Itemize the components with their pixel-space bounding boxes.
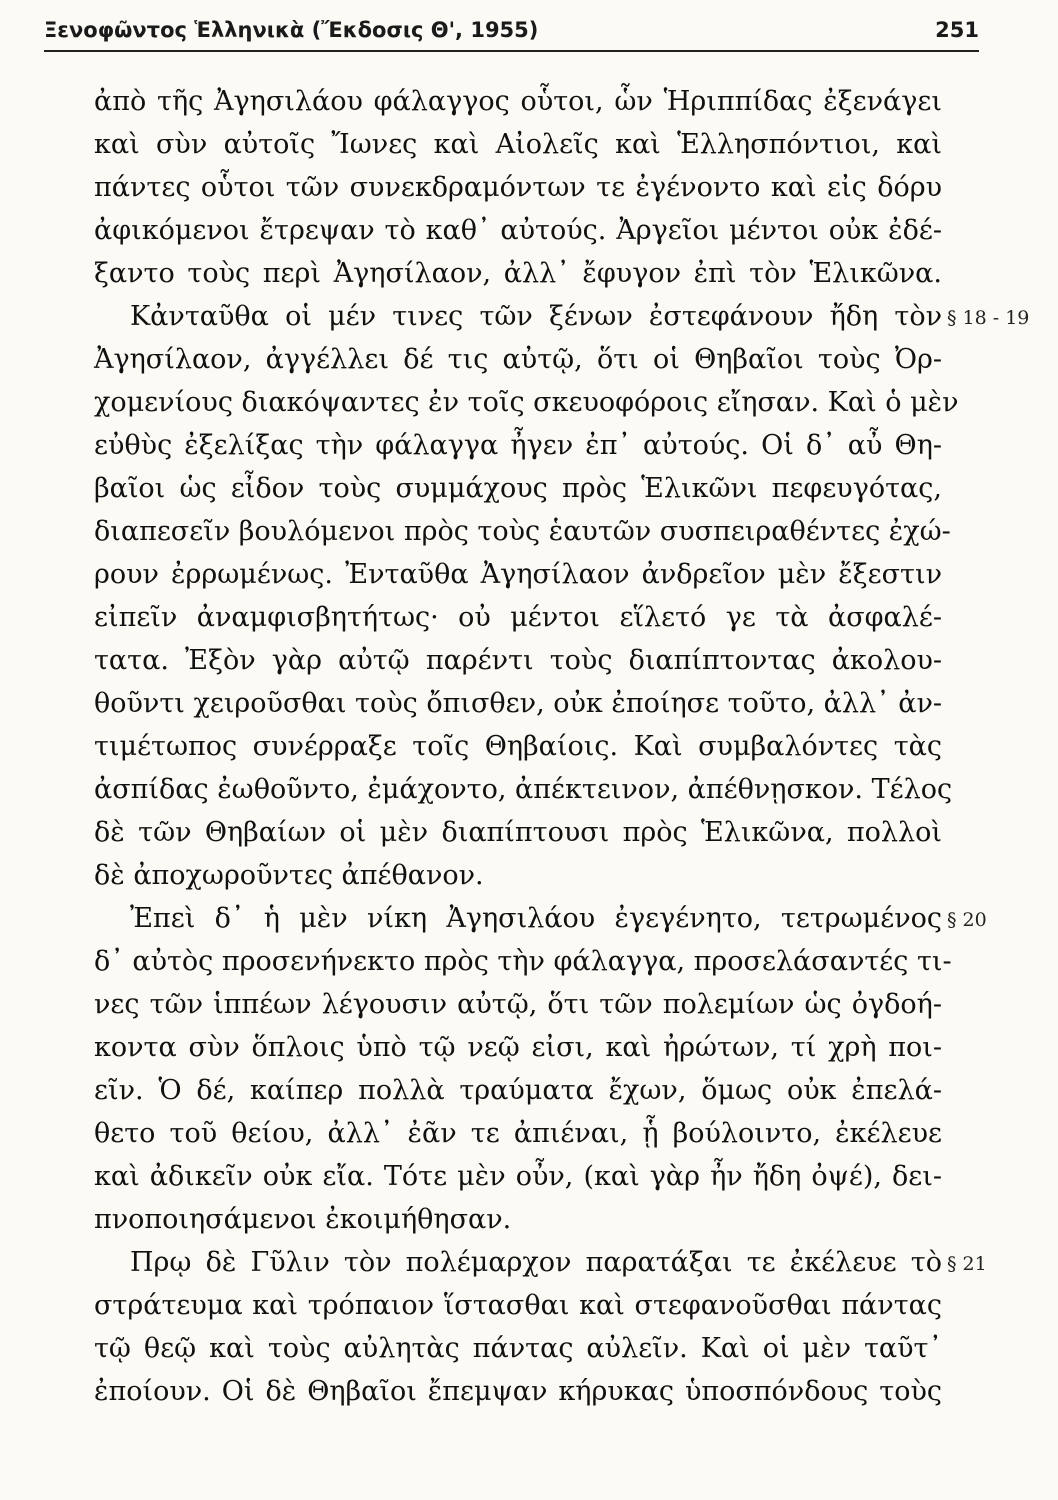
text-line: ἀπὸ τῆς Ἀγησιλάου φάλαγγος οὗτοι, ὧν Ἡριππίδας ἐξενάγει [94, 86, 942, 117]
text-line: ρουν ἐρρωμένως. Ἐνταῦθα Ἀγησίλαον ἀνδρεῖον μὲν ἔξεστιν [94, 559, 942, 590]
text-line: Κἀνταῦθα οἱ μέν τινες τῶν ξένων ἐστεφάνουν ἤδη τὸν [130, 301, 942, 332]
header-rule [44, 50, 979, 52]
text-line: τιμέτωπος συνέρραξε τοῖς Θηβαίοις. Καὶ συμβαλόντες τὰς [94, 731, 942, 762]
text-line: πνοποιησάμενοι ἐκοιμήθησαν. [94, 1204, 512, 1235]
text-line: πάντες οὗτοι τῶν συνεκδραμόντων τε ἐγένοντο καὶ εἰς δόρυ [94, 172, 942, 203]
running-head [44, 14, 979, 48]
text-line: εὐθὺς ἐξελίξας τὴν φάλαγγα ἦγεν ἐπ᾽ αὐτούς. Οἱ δ᾽ αὖ Θη- [94, 430, 942, 461]
text-line: θοῦντι χειροῦσθαι τοὺς ὄπισθεν, οὐκ ἐποίησε τοῦτο, ἀλλ᾽ ἀν- [94, 688, 942, 719]
text-line: θετο τοῦ θείου, ἀλλ᾽ ἐᾶν τε ἀπιέναι, ᾗ βούλοιντο, ἐκέλευε [94, 1118, 942, 1149]
text-line: στράτευμα καὶ τρόπαιον ἵστασθαι καὶ στεφανοῦσθαι πάντας [94, 1290, 942, 1321]
text-line: Ἀγησίλαον, ἀγγέλλει δέ τις αὐτῷ, ὅτι οἱ Θηβαῖοι τοὺς Ὀρ- [94, 344, 942, 375]
text-line: νες τῶν ἱππέων λέγουσιν αὐτῷ, ὅτι τῶν πολεμίων ὡς ὀγδοή- [94, 989, 942, 1020]
text-line: Πρῳ δὲ Γῦλιν τὸν πολέμαρχον παρατάξαι τε ἐκέλευε τὸ [130, 1247, 942, 1278]
text-line: χομενίους διακόψαντες ἐν τοῖς σκευοφόροις εἴησαν. Καὶ ὁ μὲν [94, 387, 959, 418]
text-line: καὶ σὺν αὐτοῖς Ἴωνες καὶ Αἰολεῖς καὶ Ἑλλησπόντιοι, καὶ [94, 129, 942, 160]
text-line: ἐποίουν. Οἱ δὲ Θηβαῖοι ἔπεμψαν κήρυκας ὑποσπόνδους τοὺς [94, 1376, 942, 1407]
text-line: βαῖοι ὡς εἶδον τοὺς συμμάχους πρὸς Ἑλικῶνι πεφευγότας, [94, 473, 942, 504]
text-line: δ᾽ αὐτὸς προσενήνεκτο πρὸς τὴν φάλαγγα, προσελάσαντές τι- [94, 946, 952, 977]
text-line: Ἐπεὶ δ᾽ ἡ μὲν νίκη Ἀγησιλάου ἐγεγένητο, τετρωμένος [130, 903, 942, 934]
text-line: τατα. Ἐξὸν γὰρ αὐτῷ παρέντι τοὺς διαπίπτοντας ἀκολου- [94, 645, 942, 676]
text-line: τῷ θεῷ καὶ τοὺς αὐλητὰς πάντας αὐλεῖν. Καὶ οἱ μὲν ταῦτ᾽ [94, 1333, 942, 1364]
section-marker: § 21 [947, 1253, 987, 1275]
text-line: δὲ τῶν Θηβαίων οἱ μὲν διαπίπτουσι πρὸς Ἑλικῶνα, πολλοὶ [94, 817, 942, 848]
page-number: 251 [935, 18, 979, 42]
text-line: δὲ ἀποχωροῦντες ἀπέθανον. [94, 860, 484, 891]
section-marker: § 20 [947, 909, 987, 931]
text-line: κοντα σὺν ὅπλοις ὑπὸ τῷ νεῷ εἰσι, καὶ ἠρώτων, τί χρὴ ποι- [94, 1032, 942, 1063]
running-head-title: Ξενοφῶντος Ἑλληνικὰ (Ἔκδοσις Θ', 1955) [44, 18, 539, 42]
text-line: ξαντο τοὺς περὶ Ἀγησίλαον, ἀλλ᾽ ἔφυγον ἐπὶ τὸν Ἑλικῶνα. [94, 258, 942, 289]
text-line: καὶ ἀδικεῖν οὐκ εἴα. Τότε μὲν οὖν, (καὶ γὰρ ἦν ἤδη ὀψέ), δει- [94, 1161, 942, 1192]
text-line: εἰπεῖν ἀναμφισβητήτως· οὐ μέντοι εἵλετό γε τὰ ἀσφαλέ- [94, 602, 942, 633]
text-line: ἀσπίδας ἐωθοῦντο, ἐμάχοντο, ἀπέκτεινον, ἀπέθνῃσκον. Τέλος [94, 774, 953, 805]
text-line: εῖν. Ὁ δέ, καίπερ πολλὰ τραύματα ἔχων, ὅμως οὐκ ἐπελά- [94, 1075, 942, 1106]
text-line: ἀφικόμενοι ἔτρεψαν τὸ καθ᾽ αὐτούς. Ἀργεῖοι μέντοι οὐκ ἐδέ- [94, 215, 942, 246]
text-line: διαπεσεῖν βουλόμενοι πρὸς τοὺς ἑαυτῶν συσπειραθέντες ἐχώ- [94, 516, 951, 547]
section-marker: § 18 - 19 [947, 307, 1030, 329]
